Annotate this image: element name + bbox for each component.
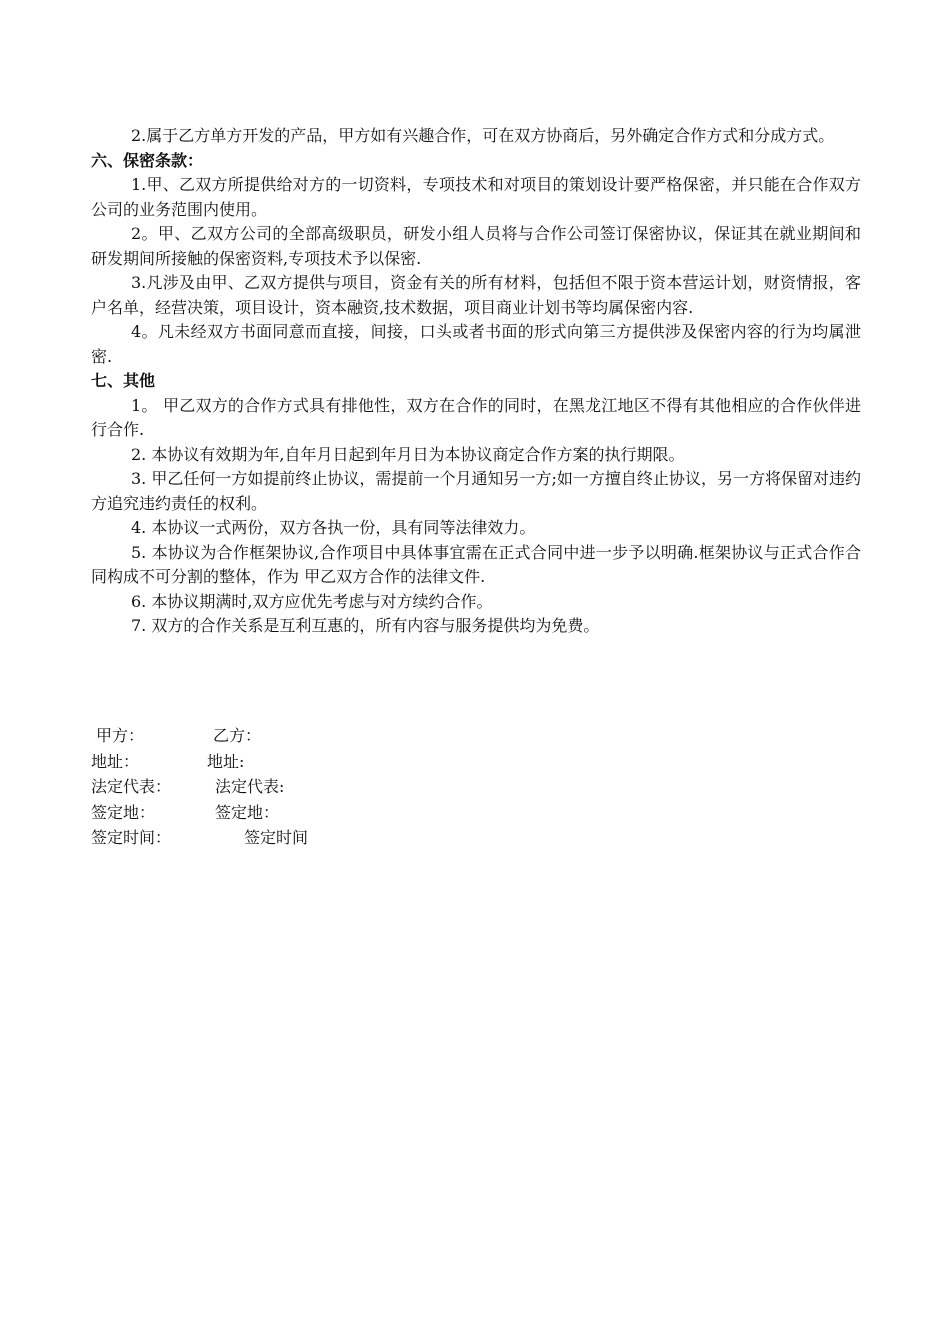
signature-row-place xyxy=(91,800,591,826)
representative-a-label: 法定代表： xyxy=(91,777,172,796)
clause7-item-5: 5. 本协议为合作框架协议,合作项目中具体事宜需在正式合同中进一步予以明确.框架协议与正式合作合同构成不可分割的整体，作为 甲乙双方合作的法律文件. xyxy=(91,542,861,586)
clause7-item-2: 2. 本协议有效期为年,自年月日起到年月日为本协议商定合作方案的执行期限。 xyxy=(131,444,685,464)
party-a-label: 甲方： xyxy=(96,726,145,745)
clause5-item-2: 2.属于乙方单方开发的产品，甲方如有兴趣合作，可在双方协商后，另外确定合作方式和分成方式。 xyxy=(131,126,835,145)
clause6-item-3: 3.凡涉及由甲、乙双方提供与项目，资金有关的所有材料，包括但不限于资本营运计划，财资情报，客户名单，经营决策，项目设计，资本融资,技术数据，项目商业计划书等均属保密内容. xyxy=(91,273,861,317)
place-b-label: 签定地： xyxy=(215,802,280,822)
clause7-item-4: 4. 本协议一式两份，双方各执一份，具有同等法律效力。 xyxy=(131,518,536,537)
clause6-heading: 六、保密条款： xyxy=(91,150,204,170)
clause7-item-6: 6. 本协议期满时,双方应优先考虑与对方续约合作。 xyxy=(131,591,493,611)
party-b-label: 乙方： xyxy=(213,726,262,745)
place-a-label: 签定地： xyxy=(91,802,156,822)
signature-row-representative xyxy=(91,774,591,800)
address-b-label: 地址: xyxy=(207,751,245,771)
signature-row-time xyxy=(91,825,591,851)
address-a-label: 地址： xyxy=(91,751,140,771)
signature-row-address xyxy=(91,749,591,775)
clause7-heading: 七、其他 xyxy=(91,371,156,390)
agreement-body xyxy=(91,124,861,639)
representative-b-label: 法定代表: xyxy=(215,777,285,796)
time-a-label: 签定时间： xyxy=(91,828,172,847)
clause7-item-1: 1。 甲乙双方的合作方式具有排他性，双方在合作的同时，在黑龙江地区不得有其他相应的合作伙伴进行合作. xyxy=(91,395,861,439)
signature-block xyxy=(91,723,591,851)
time-b-label: 签定时间 xyxy=(244,828,309,847)
clause6-item-1: 1.甲、乙双方所提供给对方的一切资料，专项技术和对项目的策划设计要严格保密，并只能在合作双方公司的业务范围内使用。 xyxy=(91,175,861,219)
signature-row-party xyxy=(91,723,591,749)
clause7-item-3: 3. 甲乙任何一方如提前终止协议，需提前一个月通知另一方;如一方擅自终止协议，另一方将保留对违约方追究违约责任的权利。 xyxy=(91,469,861,513)
clause7-item-7: 7. 双方的合作关系是互利互惠的，所有内容与服务提供均为免费。 xyxy=(131,616,600,635)
clause6-item-2: 2。甲、乙双方公司的全部高级职员，研发小组人员将与合作公司签订保密协议，保证其在就业期间和研发期间所接触的保密资料,专项技术予以保密. xyxy=(91,224,861,268)
clause6-item-4: 4。凡未经双方书面同意而直接，间接，口头或者书面的形式向第三方提供涉及保密内容的行为均属泄密. xyxy=(91,322,861,366)
